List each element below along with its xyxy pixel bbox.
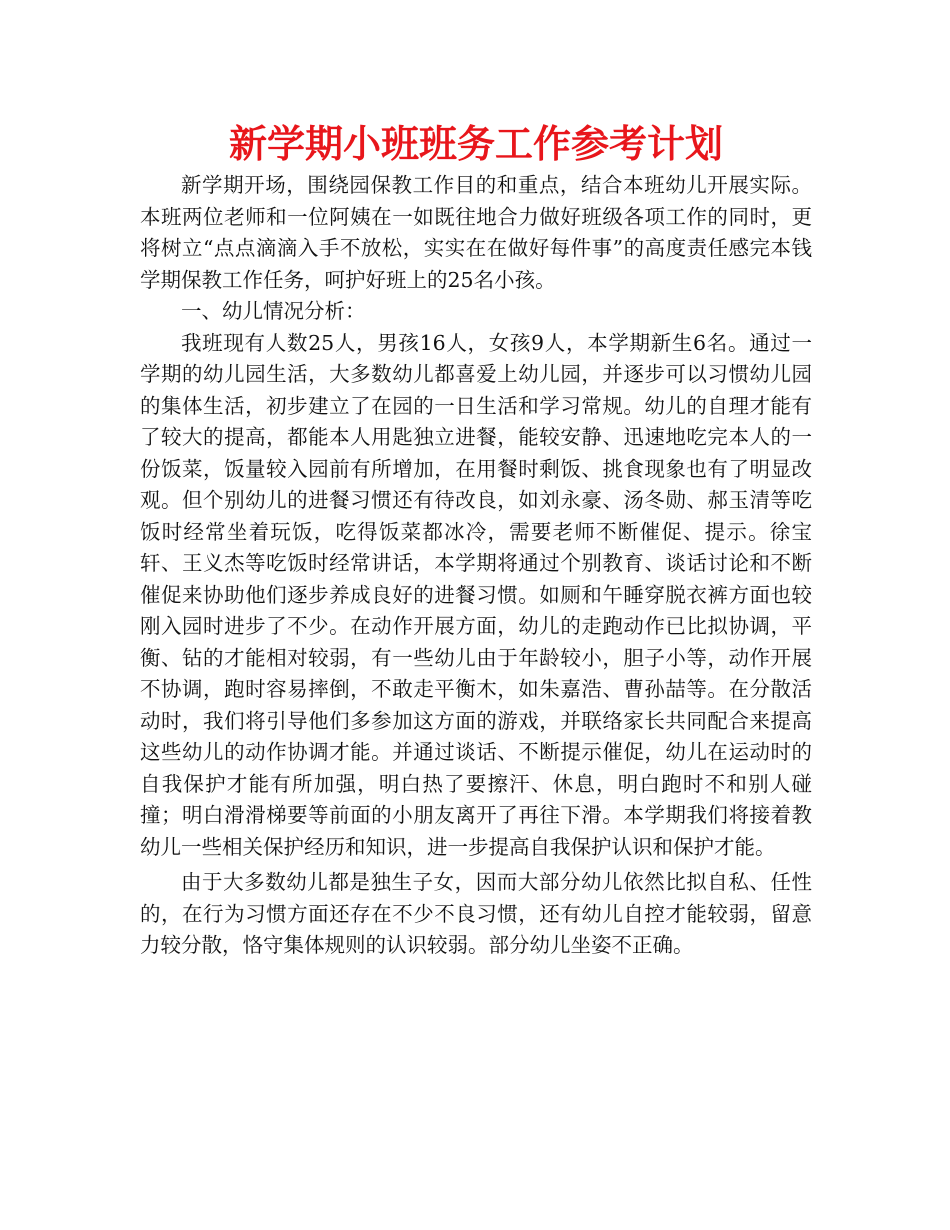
paragraph-intro: 新学期开场，围绕园保教工作目的和重点，结合本班幼儿开展实际。本班两位老师和一位阿姨在一如既往地合力做好班级各项工作的同时，更将树立“点点滴滴入手不放松，实实在在做好每件事”的高度责任感完本钱学期保教工作任务，呵护好班上的25名小孩。 (140, 173, 812, 292)
document-title: 新学期小班班务工作参考计划 (228, 122, 723, 166)
paragraph-analysis: 我班现有人数25人，男孩16人，女孩9人，本学期新生6名。通过一学期的幼儿园生活，大多数幼儿都喜爱上幼儿园，并逐步可以习惯幼儿园的集体生活，初步建立了在园的一日生活和学习常规。幼儿的自理才能有了较大的提高，都能本人用匙独立进餐，能较安静、迅速地吃完本人的一份饭菜，饭量较入园前有所增加，在用餐时剩饭、挑食现象也有了明显改观。但个别幼儿的进餐习惯还有待改良，如刘永豪、汤冬勋、郝玉清等吃饭时经常坐着玩饭，吃得饭菜都冰冷，需要老师不断催促、提示。徐宝轩、王义杰等吃饭时经常讲话，本学期将通过个别教育、谈话讨论和不断催促来协助他们逐步养成良好的进餐习惯。如厕和午睡穿脱衣裤方面也较刚入园时进步了不少。在动作开展方面，幼儿的走跑动作已比拟协调，平衡、钻的才能相对较弱，有一些幼儿由于年龄较小，胆子小等，动作开展不协调，跑时容易摔倒，不敢走平衡木，如朱嘉浩、曹孙喆等。在分散活动时，我们将引导他们多参加这方面的游戏，并联络家长共同配合来提高这些幼儿的动作协调才能。并通过谈话、不断提示催促，幼儿在运动时的自我保护才能有所加强，明白热了要擦汗、休息，明白跑时不和别人碰撞；明白滑滑梯要等前面的小朋友离开了再往下滑。本学期我们将接着教幼儿一些相关保护经历和知识，进一步提高自我保护认识和保护才能。 (140, 330, 812, 859)
section-heading-analysis: 一、幼儿情况分析： (181, 299, 366, 323)
paragraph-behavior: 由于大多数幼儿都是独生子女，因而大部分幼儿依然比拟自私、任性的，在行为习惯方面还存在不少不良习惯，还有幼儿自控才能较弱，留意力较分散，恪守集体规则的认识较弱。部分幼儿坐姿不正确。 (140, 870, 812, 957)
document-page (140, 118, 812, 962)
